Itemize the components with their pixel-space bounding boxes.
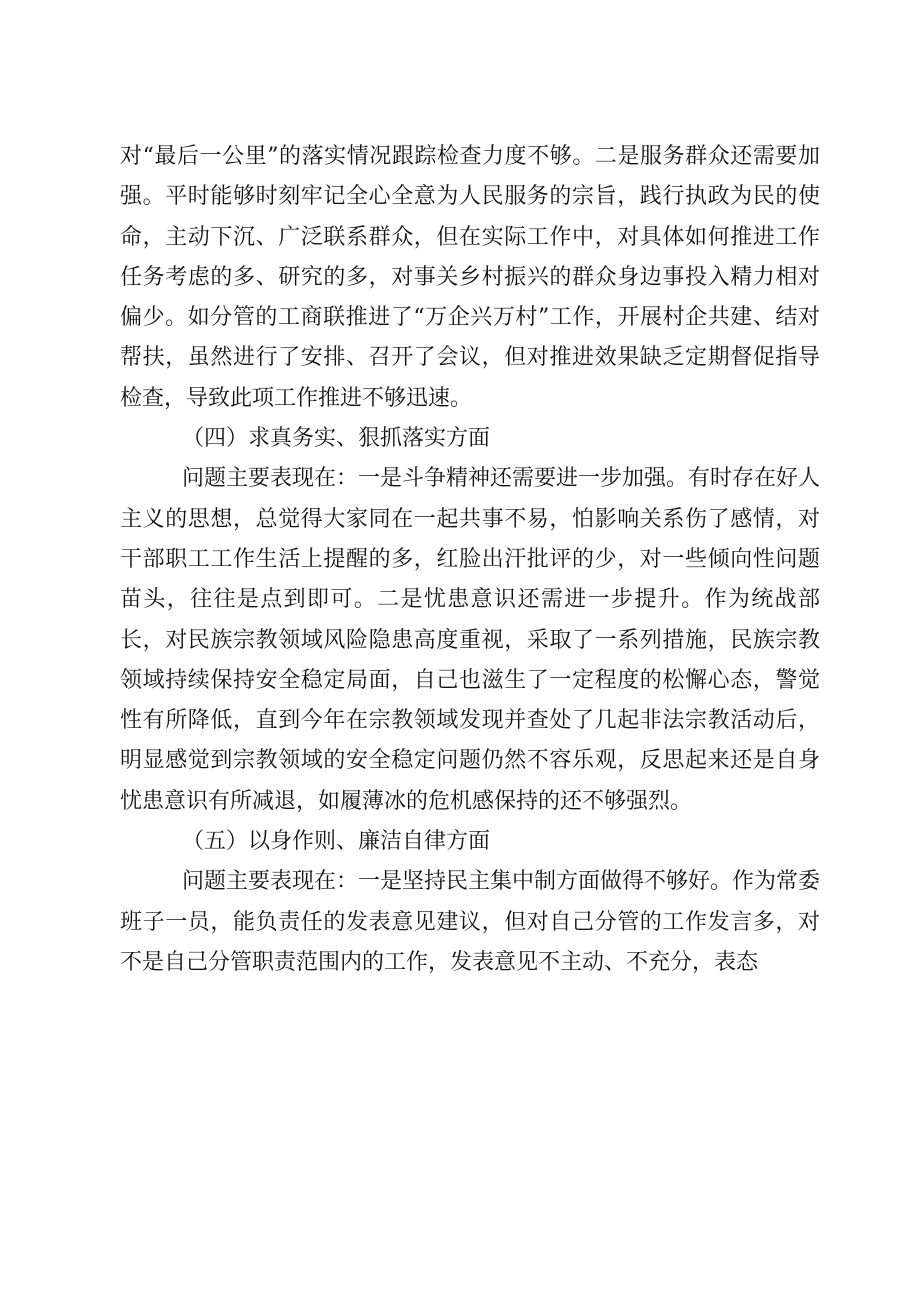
section-heading-5: （五）以身作则、廉洁自律方面: [182, 829, 491, 855]
paragraph-3: 问题主要表现在：一是坚持民主集中制方面做得不够好。作为常委班子一员，能负责任的发表意见建议，但对自己分管的工作发言多，对不是自己分管职责范围内的工作，发表意见不主动、不充分，表态: [120, 869, 821, 975]
paragraph-1: 对“最后一公里”的落实情况跟踪检查力度不够。二是服务群众还需要加强。平时能够时刻牢记全心全意为人民服务的宗旨，践行执政为民的使命，主动下沉、广泛联系群众，但在实际工作中，对具体如何推进工作任务考虑的多、研究的多，对事关乡村振兴的群众身边事投入精力相对偏少。如分管的工商联推进了“万企兴万村”工作，开展村企共建、结对帮扶，虽然进行了安排、召开了会议，但对推进效果缺乏定期督促指导检查，导致此项工作推进不够迅速。: [120, 144, 820, 411]
paragraph-2: 问题主要表现在：一是斗争精神还需要进一步加强。有时存在好人主义的思想，总觉得大家同在一起共事不易，怕影响关系伤了感情，对干部职工工作生活上提醒的多，红脸出汗批评的少，对一些倾向性问题苗头，往往是点到即可。二是忧患意识还需进一步提升。作为统战部长，对民族宗教领域风险隐患高度重视，采取了一系列措施，民族宗教领域持续保持安全稳定局面，自己也滋生了一定程度的松懈心态，警觉性有所降低，直到今年在宗教领域发现并查处了几起非法宗教活动后，明显感觉到宗教领域的安全稳定问题仍然不容乐观，反思起来还是自身忧患意识有所减退，如履薄冰的危机感保持的还不够强烈。: [120, 466, 821, 814]
document-body: [120, 137, 820, 983]
section-heading-4: （四）求真务实、狠抓落实方面: [182, 426, 491, 452]
